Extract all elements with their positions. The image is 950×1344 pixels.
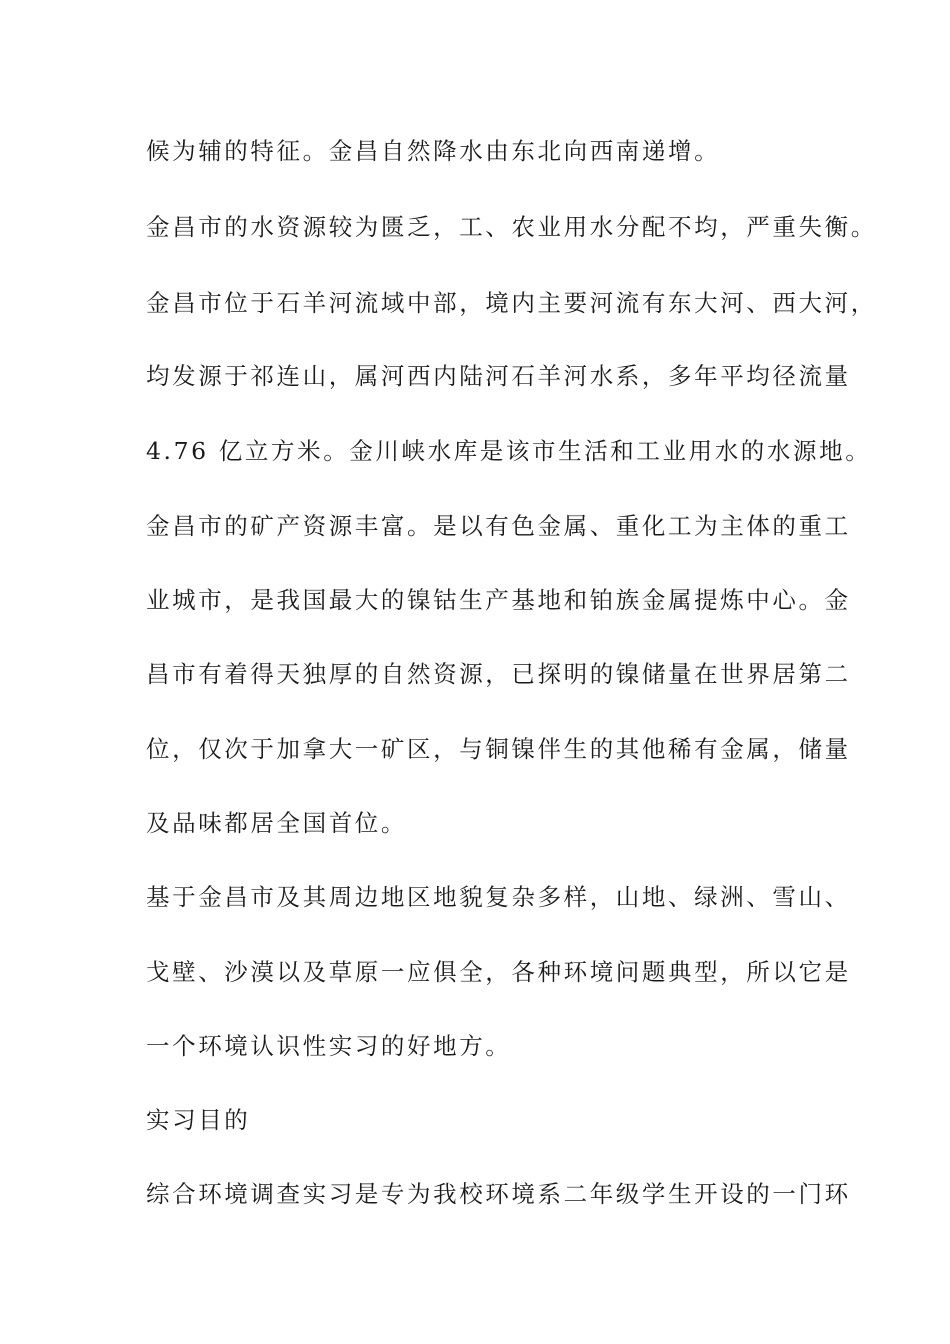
section-heading: 实习目的 (146, 1106, 251, 1134)
text-line-2: 金昌市的水资源较为匮乏，工、农业用水分配不均，严重失衡。 (146, 213, 877, 241)
text-line-12: 戈壁、沙漠以及草原一应俱全，各种环境问题典型，所以它是 (146, 958, 851, 986)
text-line-13: 一个环境认识性实习的好地方。 (146, 1032, 512, 1060)
text-line-10: 及品味都居全国首位。 (146, 809, 407, 837)
text-line-8: 昌市有着得天独厚的自然资源，已探明的镍储量在世界居第二 (146, 660, 851, 688)
text-line-4: 均发源于祁连山，属河西内陆河石羊河水系，多年平均径流量 (146, 362, 851, 390)
text-line-3: 金昌市位于石羊河流域中部，境内主要河流有东大河、西大河， (146, 289, 877, 317)
text-line-11: 基于金昌市及其周边地区地貌复杂多样，山地、绿洲、雪山、 (146, 883, 851, 911)
text-line-9: 位，仅次于加拿大一矿区，与铜镍伴生的其他稀有金属，储量 (146, 735, 851, 763)
text-line-1: 候为辅的特征。金昌自然降水由东北向西南递增。 (146, 137, 721, 165)
text-line-6: 金昌市的矿产资源丰富。是以有色金属、重化工为主体的重工 (146, 512, 851, 540)
text-line-15: 综合环境调查实习是专为我校环境系二年级学生开设的一门环 (146, 1180, 851, 1208)
text-line-5: 4.76 亿立方米。金川峡水库是该市生活和工业用水的水源地。 (146, 437, 872, 465)
text-line-7: 业城市，是我国最大的镍钴生产基地和铂族金属提炼中心。金 (146, 586, 851, 614)
